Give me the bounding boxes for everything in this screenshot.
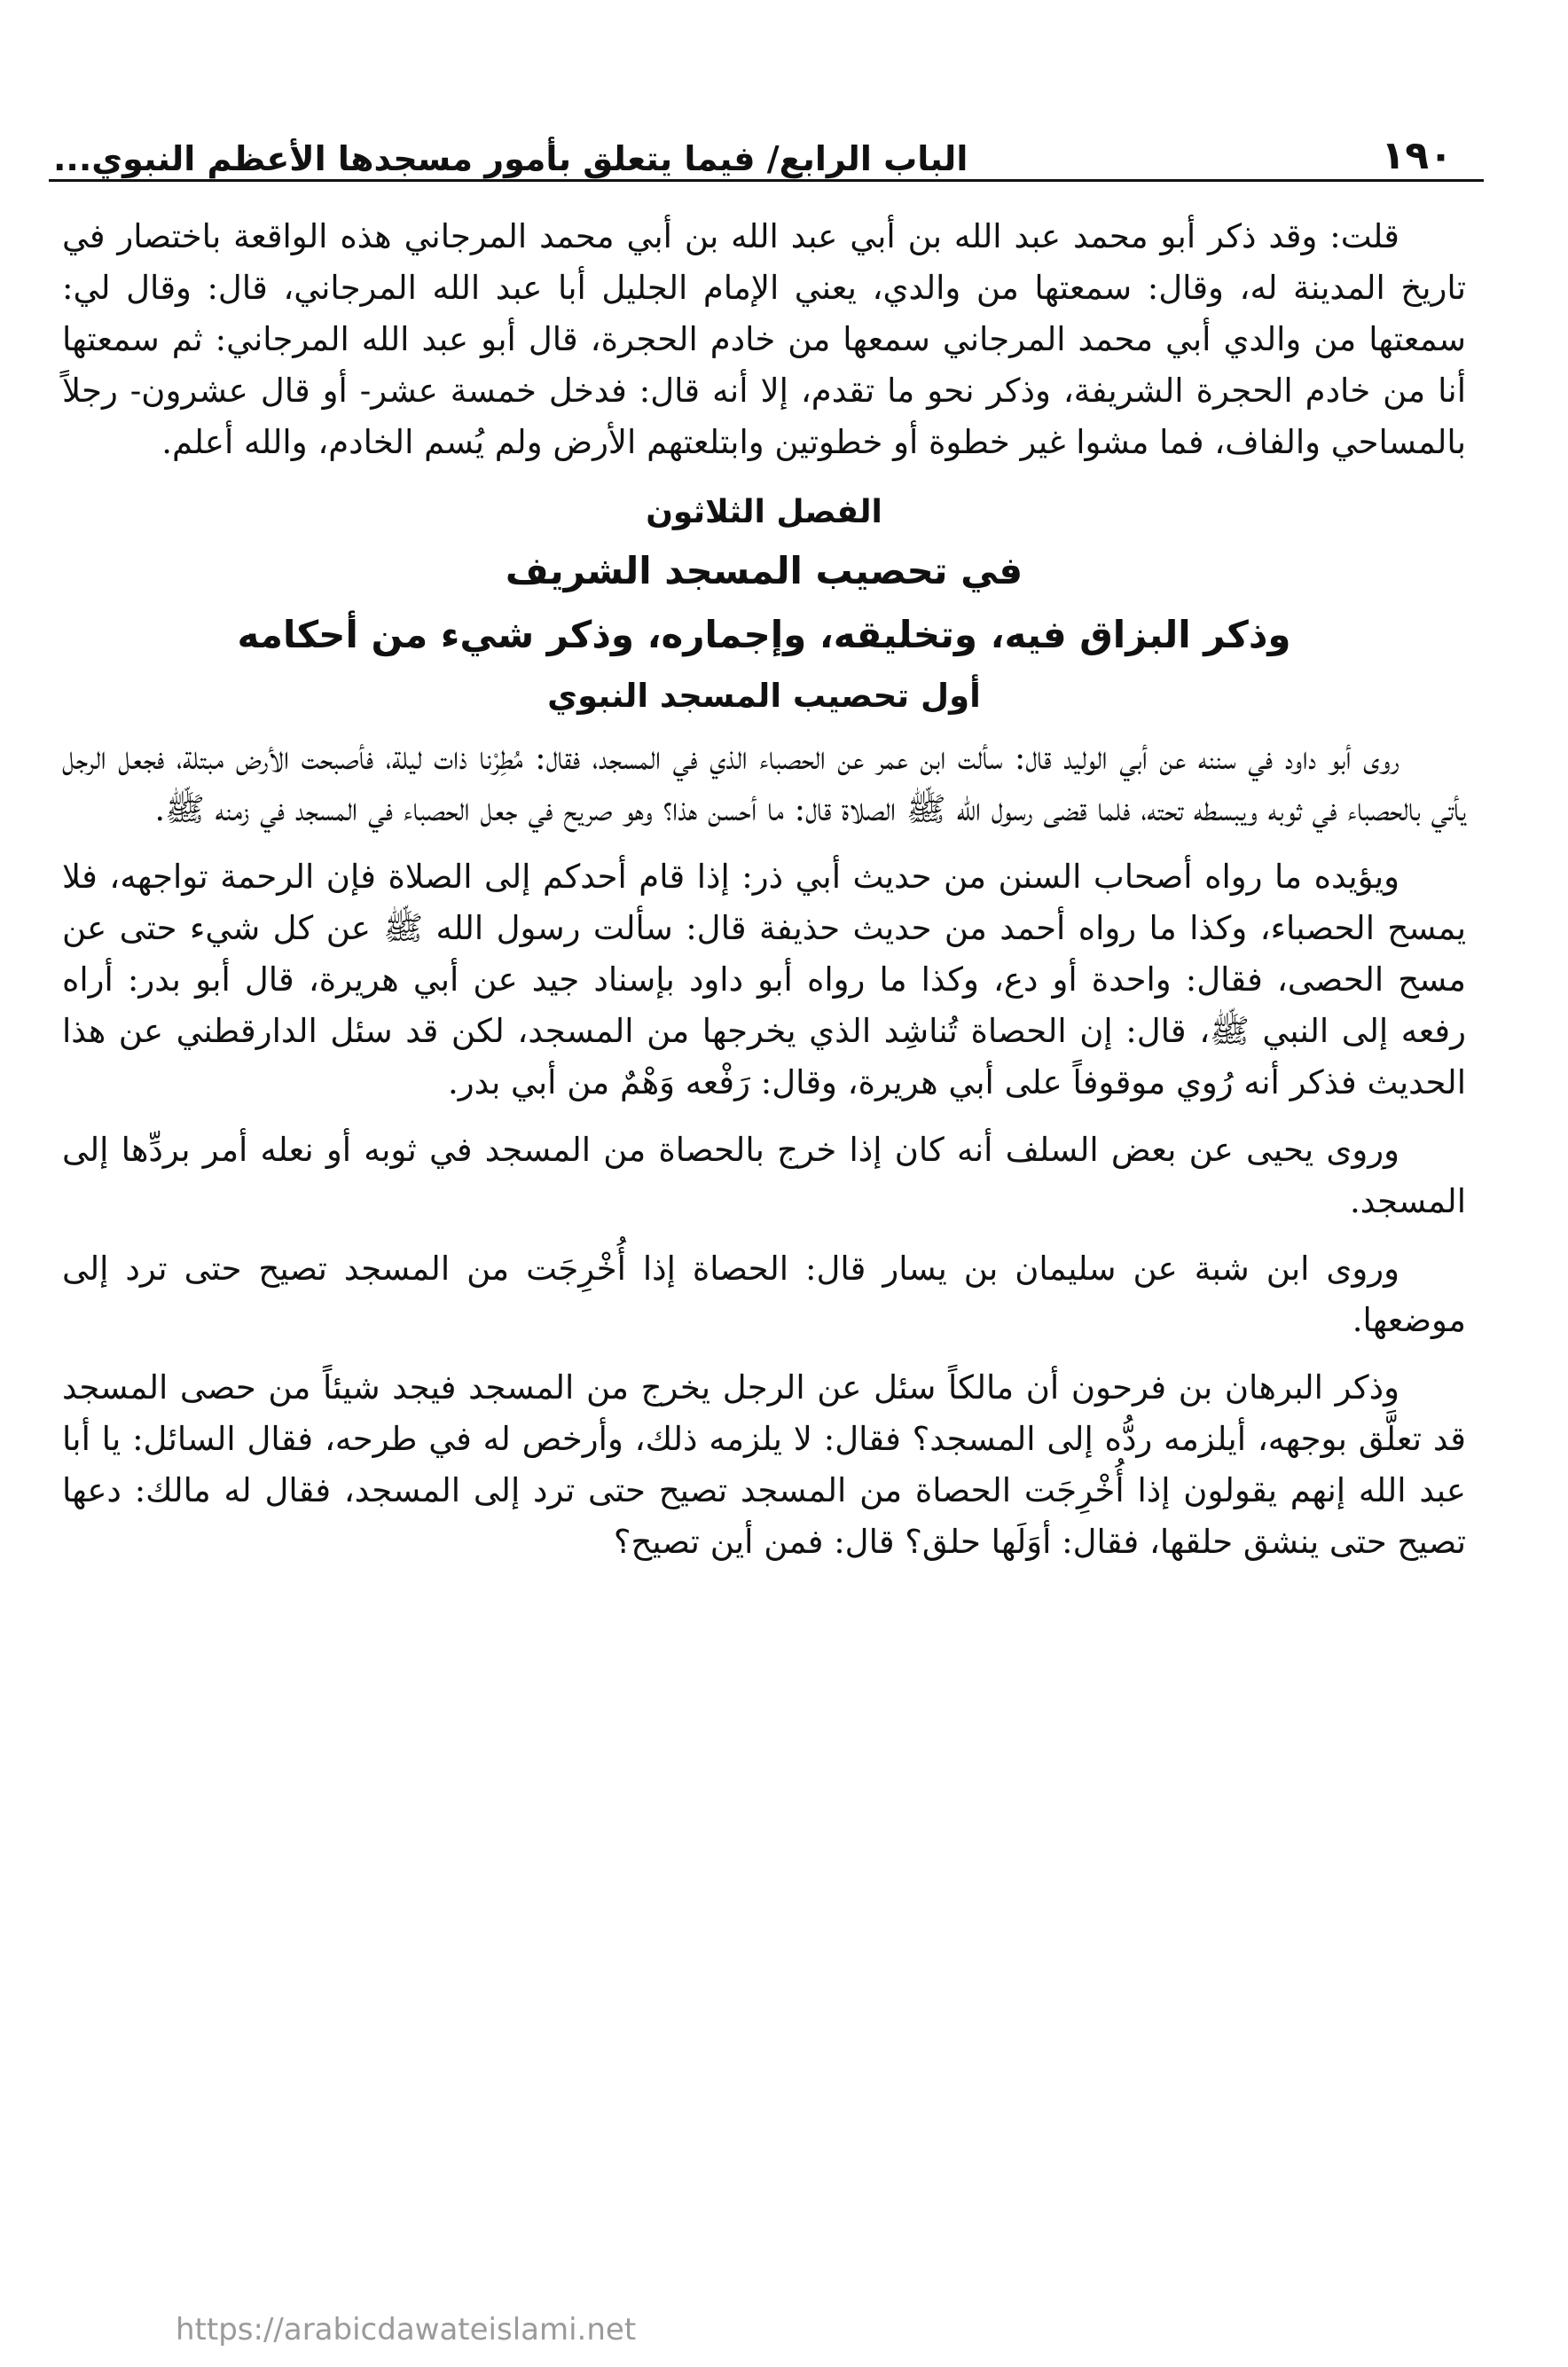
watermark-url: https://arabicdawateislami.net [176, 2312, 637, 2347]
body-paragraph: ويؤيده ما رواه أصحاب السنن من حديث أبي ذر: إذا قام أحدكم إلى الصلاة فإن الرحمة تواجهه، فلا يمسح الحصباء، وكذا ما رواه أحمد من حديث حذيفة قال: سألت رسول الله ﷺ عن كل شيء حتى عن مسح الحصى، فقال: واحدة أو دع، وكذا ما رواه أبو داود بإسناد جيد عن أبي هريرة، قال أبو بدر: أراه رفعه إلى النبي ﷺ، قال: إن الحصاة تُناشِد الذي يخرجها من المسجد، لكن قد سئل الدارقطني عن هذا الحديث فذكر أنه رُوي موقوفاً على أبي هريرة، وقال: رَفْعه وَهْمٌ من أبي بدر. [62, 858, 1466, 1101]
body-paragraph: وروى ابن شبة عن سليمان بن يسار قال: الحصاة إذا أُخْرِجَت من المسجد تصيح حتى ترد إلى موضعها. [62, 1250, 1466, 1339]
body-paragraph: روى أبو داود في سننه عن أبي الوليد قال: سألت ابن عمر عن الحصباء الذي في المسجد، فقال: مُطِرْنا ذات ليلة، فأصبحت الأرض مبتلة، فجعل الرجل يأتي بالحصباء في ثوبه ويبسطه تحته، فلما قضى رسول الله ﷺ الصلاة قال: ما أحسن هذا؟ وهو صريح في جعل الحصباء في المسجد في زمنه ﷺ. [62, 739, 1466, 828]
chapter-heading: الفصل الثلاثون [646, 494, 882, 530]
body-paragraph: وذكر البرهان بن فرحون أن مالكاً سئل عن الرجل يخرج من المسجد فيجد شيئاً من حصى المسجد قد تعلَّق بوجهه، أيلزمه ردُّه إلى المسجد؟ فقال: لا يلزمه ذلك، وأرخص له في طرحه، فقال السائل: يا أبا عبد الله إنهم يقولون إذا أُخْرِجَت الحصاة من المسجد تصيح حتى ترد إلى المسجد، فقال له مالك: دعها تصيح حتى ينشق حلقها، فقال: أوَلَها حلق؟ قال: فمن أين تصيح؟ [62, 1368, 1466, 1561]
body-paragraph: وروى يحيى عن بعض السلف أنه كان إذا خرج بالحصاة من المسجد في ثوبه أو نعله أمر بردِّها إلى المسجد. [62, 1131, 1466, 1220]
header-divider [49, 179, 1484, 182]
chapter-title-line-2: وذكر البزاق فيه، وتخليقه، وإجماره، وذكر شيء من أحكامه [237, 613, 1291, 656]
page-number: ١٩٠ [1381, 133, 1453, 178]
body-paragraph: قلت: وقد ذكر أبو محمد عبد الله بن أبي عبد الله بن أبي محمد المرجاني هذه الواقعة باختصار في تاريخ المدينة له، وقال: سمعتها من والدي، يعني الإمام الجليل أبا عبد الله المرجاني، قال: وقال لي: سمعتها من والدي أبي محمد المرجاني سمعها من خادم الحجرة، قال أبو عبد الله المرجاني: ثم سمعتها أنا من خادم الحجرة الشريفة، وذكر نحو ما تقدم، إلا أنه قال: فدخل خمسة عشر- أو قال عشرون- رجلاً بالمساحي والفاف، فما مشوا غير خطوة أو خطوتين وابتلعتهم الأرض ولم يُسم الخادم، والله أعلم. [62, 217, 1466, 461]
running-header-title: الباب الرابع/ فيما يتعلق بأمور مسجدها الأعظم النبوي... [53, 139, 968, 178]
running-header [53, 105, 1453, 176]
chapter-title-line-1: في تحصيب المسجد الشريف [505, 549, 1023, 592]
page-body [62, 211, 1466, 2287]
section-heading: أول تحصيب المسجد النبوي [547, 677, 981, 715]
